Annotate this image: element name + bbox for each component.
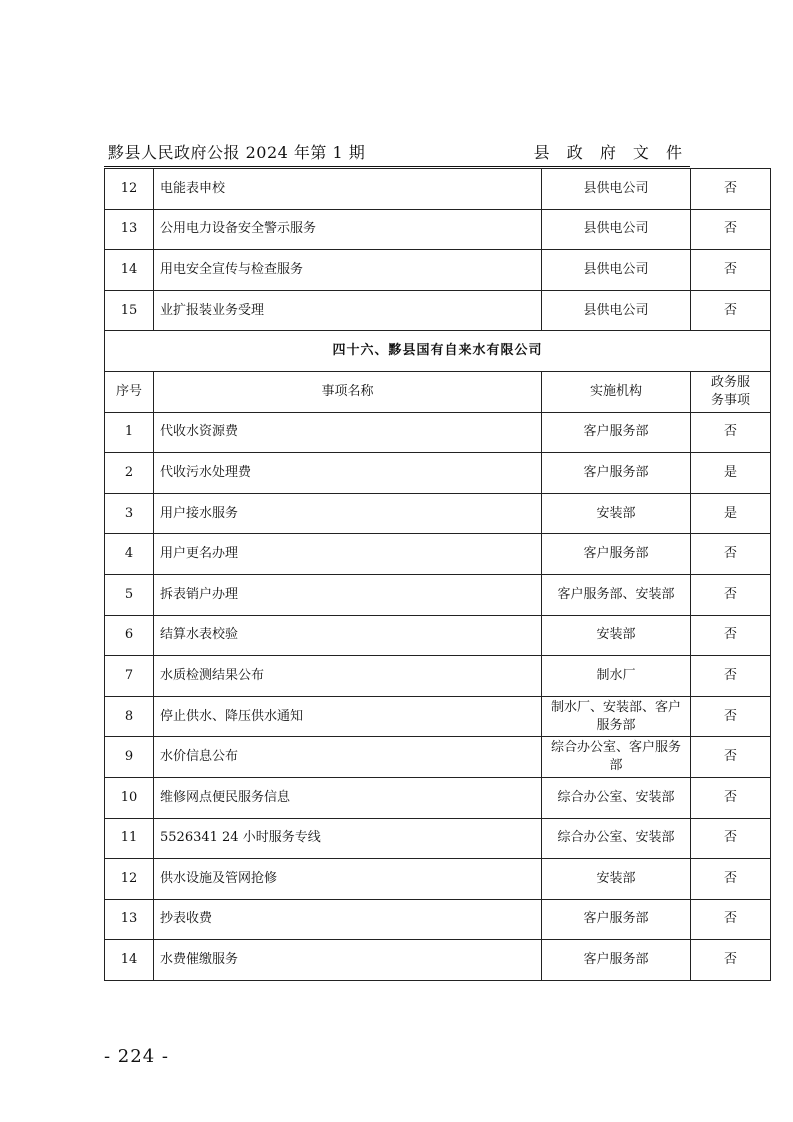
row-number: 15 xyxy=(105,290,154,331)
row-number: 7 xyxy=(105,656,154,697)
implementing-org: 客户服务部 xyxy=(542,534,691,575)
item-name: 业扩报装业务受理 xyxy=(154,290,542,331)
implementing-org: 客户服务部、安装部 xyxy=(542,574,691,615)
item-name: 用户更名办理 xyxy=(154,534,542,575)
page-number: - 224 - xyxy=(104,1046,169,1067)
column-header-gov-service-line2: 务事项 xyxy=(710,392,750,408)
row-number: 6 xyxy=(105,615,154,656)
implementing-org: 安装部 xyxy=(542,615,691,656)
item-name: 代收污水处理费 xyxy=(154,453,542,494)
table-row xyxy=(105,696,771,737)
gov-service-flag: 否 xyxy=(691,534,771,575)
table-row xyxy=(105,574,771,615)
item-name: 抄表收费 xyxy=(154,899,542,940)
row-number: 4 xyxy=(105,534,154,575)
gov-service-flag: 否 xyxy=(691,250,771,291)
gov-service-flag: 否 xyxy=(691,859,771,900)
gov-service-flag: 否 xyxy=(691,412,771,453)
gov-service-flag: 否 xyxy=(691,899,771,940)
table-row xyxy=(105,899,771,940)
row-number: 11 xyxy=(105,818,154,859)
item-name: 供水设施及管网抢修 xyxy=(154,859,542,900)
implementing-org-line1: 制水厂、安装部、客户 xyxy=(550,699,681,715)
column-header-number: 序号 xyxy=(105,371,154,412)
column-header-name: 事项名称 xyxy=(154,371,542,412)
gov-service-flag: 否 xyxy=(691,615,771,656)
implementing-org: 县供电公司 xyxy=(542,209,691,250)
row-number: 13 xyxy=(105,899,154,940)
item-name: 用电安全宣传与检查服务 xyxy=(154,250,542,291)
item-name: 结算水表校验 xyxy=(154,615,542,656)
item-name: 维修网点便民服务信息 xyxy=(154,777,542,818)
table-row xyxy=(105,209,771,250)
item-name: 水质检测结果公布 xyxy=(154,656,542,697)
column-header-row xyxy=(105,371,771,412)
gov-service-flag: 否 xyxy=(691,696,771,737)
gov-service-flag: 是 xyxy=(691,453,771,494)
row-number: 13 xyxy=(105,209,154,250)
row-number: 12 xyxy=(105,169,154,210)
item-name: 代收水资源费 xyxy=(154,412,542,453)
implementing-org xyxy=(542,696,691,737)
row-number: 9 xyxy=(105,737,154,778)
column-header-gov-service-line1: 政务服 xyxy=(710,374,750,390)
implementing-org: 县供电公司 xyxy=(542,250,691,291)
implementing-org: 客户服务部 xyxy=(542,412,691,453)
header-divider xyxy=(104,166,690,167)
item-name: 电能表申校 xyxy=(154,169,542,210)
implementing-org: 综合办公室、安装部 xyxy=(542,777,691,818)
item-name: 公用电力设备安全警示服务 xyxy=(154,209,542,250)
row-number: 14 xyxy=(105,940,154,981)
table-row xyxy=(105,940,771,981)
table-row xyxy=(105,656,771,697)
implementing-org: 县供电公司 xyxy=(542,169,691,210)
row-number: 5 xyxy=(105,574,154,615)
row-number: 10 xyxy=(105,777,154,818)
row-number: 12 xyxy=(105,859,154,900)
service-items-table xyxy=(104,168,771,981)
gov-service-flag: 否 xyxy=(691,169,771,210)
table-row xyxy=(105,615,771,656)
gov-service-flag: 否 xyxy=(691,737,771,778)
table-row xyxy=(105,859,771,900)
table-row xyxy=(105,534,771,575)
table-row xyxy=(105,453,771,494)
column-header-org: 实施机构 xyxy=(542,371,691,412)
table-row xyxy=(105,290,771,331)
implementing-org: 安装部 xyxy=(542,493,691,534)
gov-service-flag: 否 xyxy=(691,777,771,818)
row-number: 3 xyxy=(105,493,154,534)
item-name: 用户接水服务 xyxy=(154,493,542,534)
item-name: 水价信息公布 xyxy=(154,737,542,778)
item-name: 5526341 24 小时服务专线 xyxy=(154,818,542,859)
table-row xyxy=(105,250,771,291)
implementing-org: 制水厂 xyxy=(542,656,691,697)
gov-service-flag: 否 xyxy=(691,574,771,615)
gov-service-flag: 否 xyxy=(691,818,771,859)
document-category: 县 政 府 文 件 xyxy=(533,143,688,162)
table-row xyxy=(105,493,771,534)
item-name: 水费催缴服务 xyxy=(154,940,542,981)
implementing-org: 综合办公室、安装部 xyxy=(542,818,691,859)
item-name: 停止供水、降压供水通知 xyxy=(154,696,542,737)
gov-service-flag: 否 xyxy=(691,209,771,250)
row-number: 8 xyxy=(105,696,154,737)
row-number: 2 xyxy=(105,453,154,494)
section-title-row xyxy=(105,331,771,372)
gov-service-flag: 是 xyxy=(691,493,771,534)
row-number: 1 xyxy=(105,412,154,453)
implementing-org: 客户服务部 xyxy=(542,899,691,940)
table-row xyxy=(105,777,771,818)
implementing-org-line2: 服务部 xyxy=(596,717,636,733)
implementing-org: 安装部 xyxy=(542,859,691,900)
publication-title: 黟县人民政府公报 2024 年第 1 期 xyxy=(108,143,366,162)
section-title: 四十六、黟县国有自来水有限公司 xyxy=(105,331,771,372)
table-row xyxy=(105,737,771,778)
gov-service-flag: 否 xyxy=(691,290,771,331)
implementing-org: 客户服务部 xyxy=(542,453,691,494)
implementing-org: 县供电公司 xyxy=(542,290,691,331)
row-number: 14 xyxy=(105,250,154,291)
gov-service-flag: 否 xyxy=(691,940,771,981)
table-row xyxy=(105,818,771,859)
implementing-org: 综合办公室、客户服务部 xyxy=(542,737,691,778)
item-name: 拆表销户办理 xyxy=(154,574,542,615)
table-row xyxy=(105,169,771,210)
table-row xyxy=(105,412,771,453)
gov-service-flag: 否 xyxy=(691,656,771,697)
column-header-gov-service xyxy=(691,371,771,412)
implementing-org: 客户服务部 xyxy=(542,940,691,981)
